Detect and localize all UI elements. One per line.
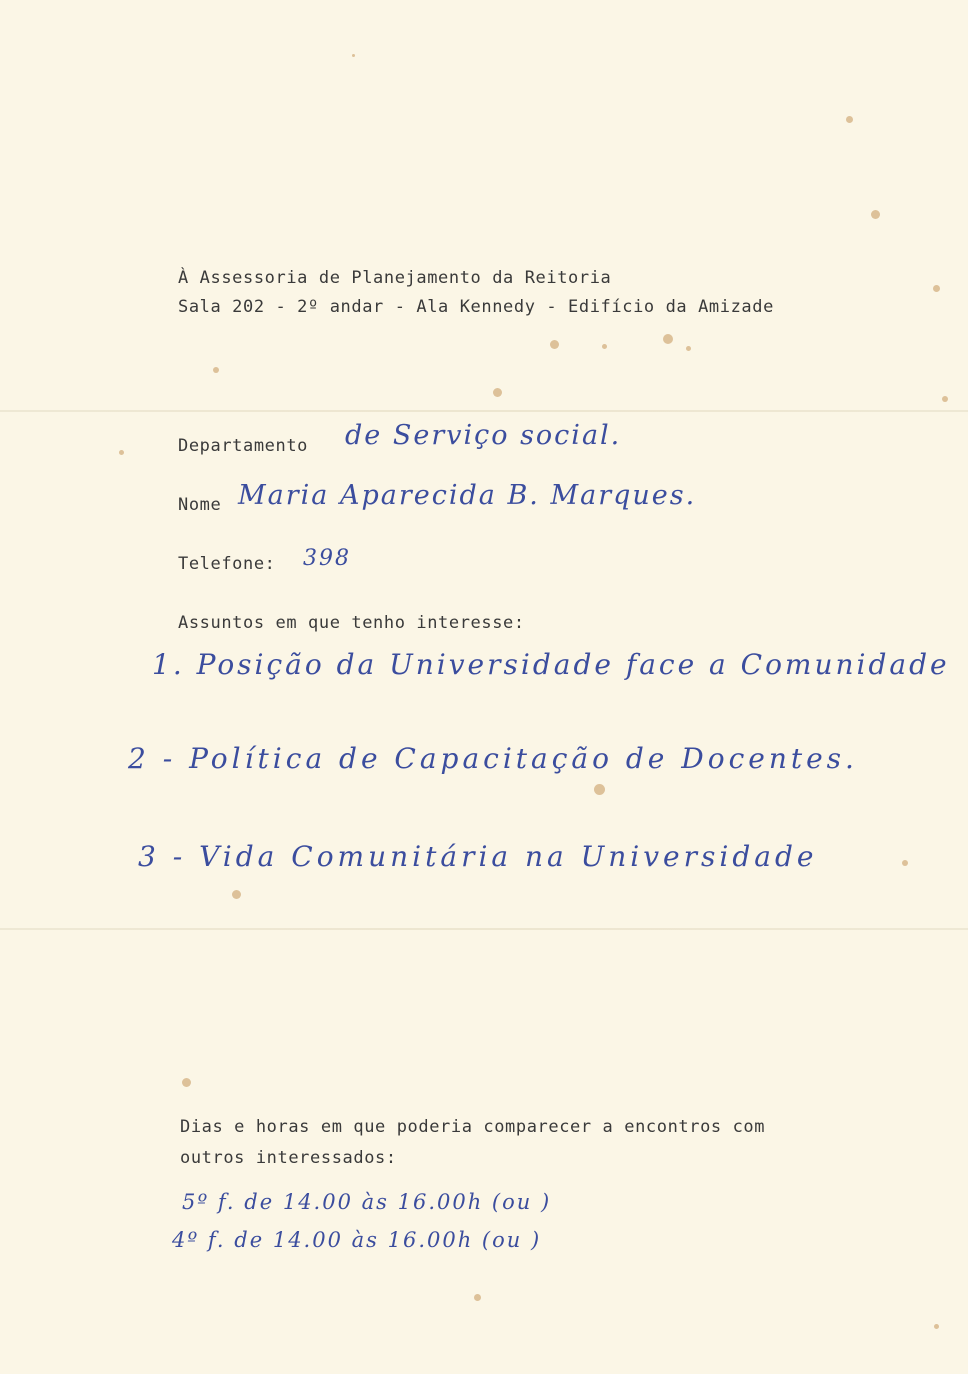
stain-spot (602, 344, 607, 349)
stain-spot (550, 340, 559, 349)
stain-spot (663, 334, 673, 344)
stain-spot (686, 346, 691, 351)
stain-spot (594, 784, 605, 795)
dias-label-line-1: Dias e horas em que poderia comparecer a encontros com (180, 1117, 766, 1137)
stain-spot (182, 1078, 191, 1087)
dias-value: 5º f. de 14.00 às 16.00h (ou ) (182, 1190, 552, 1214)
stain-spot (934, 1324, 939, 1329)
header-line-2: Sala 202 - 2º andar - Ala Kennedy - Edifício da Amizade (178, 297, 774, 317)
telefone-value: 398 (303, 546, 351, 571)
stain-spot (352, 54, 355, 57)
stain-spot (232, 890, 241, 899)
stain-spot (846, 116, 853, 123)
stain-spot (933, 285, 940, 292)
stain-spot (902, 860, 908, 866)
stain-spot (942, 396, 948, 402)
assuntos-label: Assuntos em que tenho interesse: (178, 613, 525, 633)
stain-spot (119, 450, 124, 455)
fold-line (0, 928, 968, 930)
stain-spot (474, 1294, 481, 1301)
departamento-value: de Serviço social. (345, 420, 622, 451)
departamento-label: Departamento (178, 436, 309, 456)
stain-spot (213, 367, 219, 373)
assunto-item: 1. Posição da Universidade face a Comunidade (152, 648, 950, 681)
header-line-1: À Assessoria de Planejamento da Reitoria (178, 268, 612, 288)
stain-spot (871, 210, 880, 219)
assunto-item: 3 - Vida Comunitária na Universidade (138, 840, 818, 873)
dias-value: 4º f. de 14.00 às 16.00h (ou ) (172, 1228, 542, 1252)
fold-line (0, 410, 968, 412)
telefone-label: Telefone: (178, 554, 276, 574)
nome-value: Maria Aparecida B. Marques. (238, 480, 697, 511)
stain-spot (493, 388, 502, 397)
dias-label-line-2: outros interessados: (180, 1148, 397, 1168)
nome-label: Nome (178, 495, 222, 515)
assunto-item: 2 - Política de Capacitação de Docentes. (128, 742, 858, 775)
